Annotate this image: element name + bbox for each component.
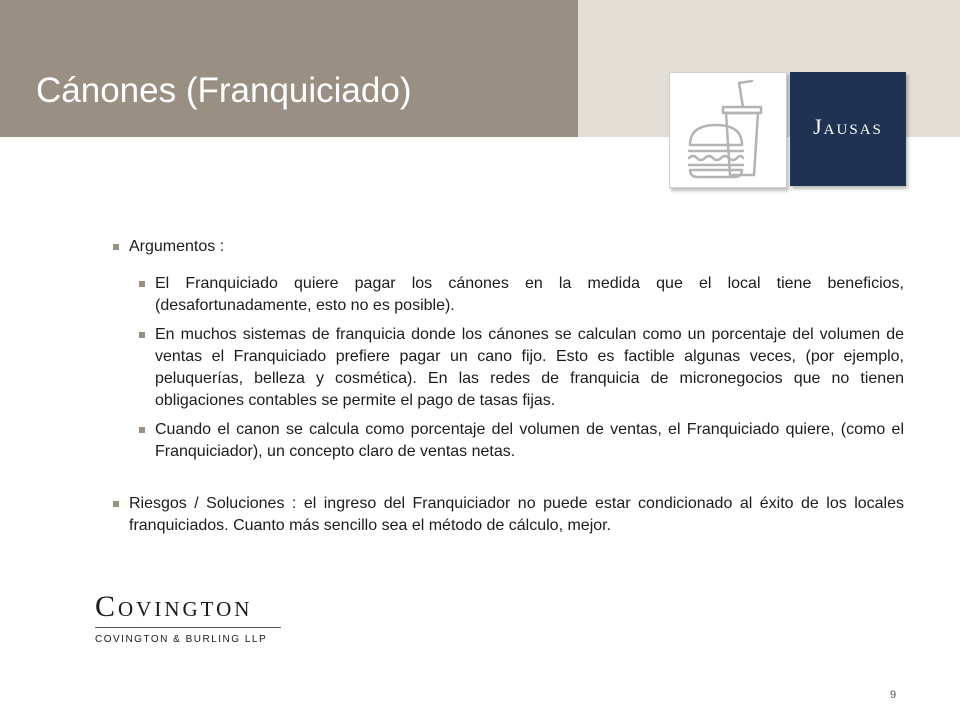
page-number: 9 (890, 689, 897, 701)
bullet-risks: Riesgos / Soluciones : el ingreso del Franquiciador no puede estar condicionado al éxito de los locales franquiciados. Cuanto más sencillo sea el método de cálculo, mejor. (112, 493, 904, 537)
list-item: Cuando el canon se calcula como porcentaje del volumen de ventas, el Franquiciado quiere, (como el Franquiciador), un concepto claro de ventas netas. (138, 419, 904, 463)
list-item: En muchos sistemas de franquicia donde los cánones se calculan como un porcentaje del volumen de ventas el Franquiciado prefiere pagar un cano fijo. Esto es factible algunas veces, (por ejemplo, peluquerías, belleza y cosmética). En las redes de franquicia de micronegocios que no tienen obligaciones contables se permite el pago de tasas fijas. (138, 324, 904, 412)
jausas-logo (790, 72, 906, 186)
arguments-list (138, 273, 904, 463)
jausas-logo-text: Jausas (813, 114, 883, 139)
list-item: El Franquiciado quiere pagar los cánones en la medida que el local tiene beneficios, (desafortunadamente, esto no es posible). (138, 273, 904, 317)
food-icon-card (669, 72, 787, 188)
header-band (0, 0, 578, 137)
slide-content (112, 236, 904, 552)
burger-and-drink-icon (670, 73, 786, 187)
slide-title: Cánones (Franquiciado) (36, 71, 412, 110)
covington-logo: Covington (95, 590, 253, 623)
bullet-arguments: Argumentos : (112, 236, 904, 258)
covington-logo-rule (95, 627, 281, 628)
covington-logo-subtitle: COVINGTON & BURLING LLP (95, 634, 268, 645)
